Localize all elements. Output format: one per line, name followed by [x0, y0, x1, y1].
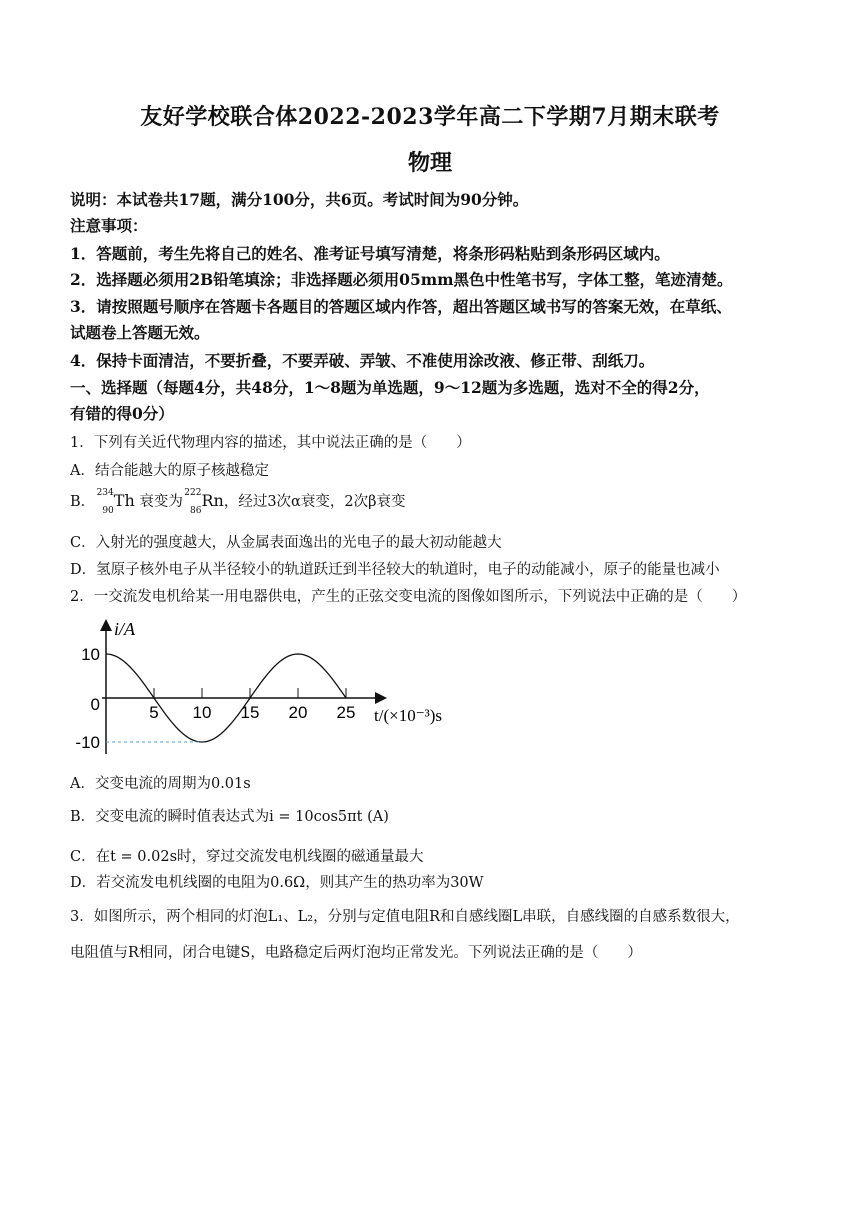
- section-heading-cont: 有错的得0分）: [70, 404, 174, 423]
- ac-current-graph: [62, 616, 482, 762]
- q1-stem: 1．下列有关近代物理内容的描述，其中说法正确的是（ ）: [70, 435, 471, 451]
- x-axis-label: t/(×10⁻³)s: [374, 706, 443, 725]
- thorium-nuclide: 234 90: [96, 488, 114, 516]
- instruction-item-1: 1．答题前，考生先将自己的姓名、准考证号填写清楚，将条形码粘贴到条形码区域内。: [70, 244, 670, 263]
- q1-option-c: C．入射光的强度越大，从金属表面逸出的光电子的最大初动能越大: [70, 535, 502, 551]
- q1-option-b: B． 234 90 Th 衰变为 222 86 Rn，经过3次α衰变，2次β衰变: [70, 488, 406, 516]
- radon-nuclide: 222 86: [184, 488, 202, 516]
- x-tick-label: 10: [192, 703, 212, 722]
- x-tick-label: 20: [288, 703, 308, 722]
- y-tick-label: 10: [81, 645, 100, 664]
- instruction-item-3-cont: 试题卷上答题无效。: [70, 323, 210, 342]
- exam-title: 友好学校联合体2022-2023学年高二下学期7月期末联考: [140, 104, 720, 130]
- q2-option-d: D．若交流发电机线圈的电阻为0.6Ω，则其产生的热功率为30W: [70, 875, 484, 891]
- y-tick-label: -10: [75, 733, 100, 752]
- q3-stem-line1: 3．如图所示，两个相同的灯泡L₁、L₂，分别与定值电阻R和自感线圈L串联，自感线圈的自感系数很大，: [70, 909, 740, 925]
- q2-option-c: C．在t = 0.02s时，穿过交流发电机线圈的磁通量最大: [70, 849, 424, 865]
- exam-note: 说明：本试卷共17题，满分100分，共6页。考试时间为90分钟。: [70, 190, 529, 209]
- q2-option-a: A．交变电流的周期为0.01s: [70, 776, 251, 792]
- instruction-item-2: 2．选择题必须用2B铅笔填涂；非选择题必须用05mm黑色中性笔书写，字体工整，笔迹清楚。: [70, 270, 733, 289]
- instruction-item-3: 3．请按照题号顺序在答题卡各题目的答题区域内作答，超出答题区域书写的答案无效，在草纸、: [70, 297, 732, 316]
- q1-option-a: A．结合能越大的原子核越稳定: [70, 463, 269, 479]
- x-tick-label: 25: [336, 703, 356, 722]
- q2-stem: 2．一交流发电机给某一用电器供电，产生的正弦交变电流的图像如图所示，下列说法中正确的是（ ）: [70, 589, 747, 605]
- y-tick-label: 0: [90, 695, 100, 714]
- q1-option-d: D．氢原子核外电子从半径较小的轨道跃迁到半径较大的轨道时，电子的动能减小，原子的能量也减小: [70, 562, 720, 578]
- exam-subject: 物理: [407, 150, 452, 176]
- section-heading: 一、选择题（每题4分，共48分，1～8题为单选题，9～12题为多选题，选对不全的得2分，: [70, 378, 710, 397]
- x-tick-label: 15: [240, 703, 260, 722]
- q3-stem-line2: 电阻值与R相同，闭合电键S，电路稳定后两灯泡均正常发光。下列说法正确的是（ ）: [70, 945, 642, 961]
- y-axis-label: i/A: [114, 619, 135, 639]
- instructions-heading: 注意事项：: [70, 216, 148, 235]
- q1-option-b-prefix: B．: [70, 494, 96, 510]
- x-tick-label: 5: [149, 703, 159, 722]
- q2-option-b: B．交变电流的瞬时值表达式为i = 10cos5πt (A): [70, 809, 389, 825]
- instruction-item-4: 4．保持卡面清洁，不要折叠，不要弄破、弄皱、不准使用涂改液、修正带、刮纸刀。: [70, 351, 655, 370]
